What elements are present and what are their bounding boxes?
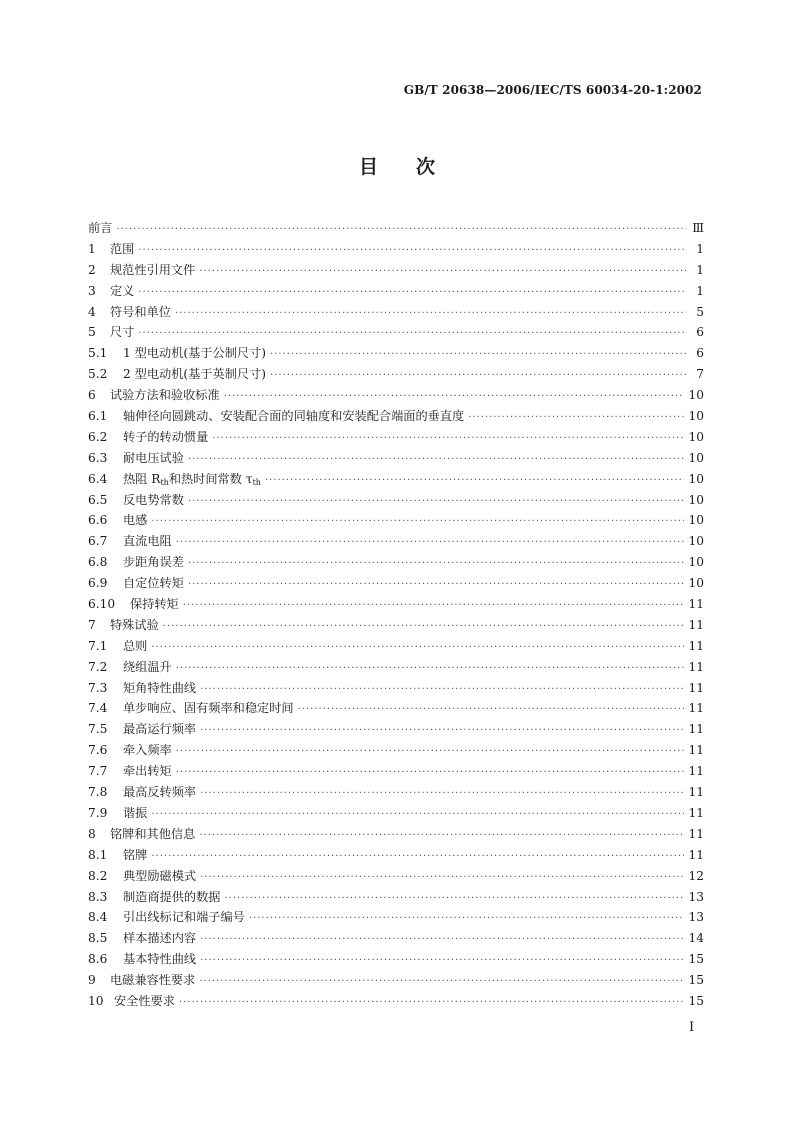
toc-entry-number: 8.4 bbox=[88, 910, 108, 925]
toc-entry-page: 10 bbox=[688, 409, 704, 424]
toc-entry-number: 7.1 bbox=[88, 638, 108, 653]
toc-entry-title: 特殊试验 bbox=[110, 617, 159, 632]
toc-entry-title: 前言 bbox=[88, 221, 113, 235]
toc-entry-page: 6 bbox=[696, 325, 704, 340]
toc-entry-page: 1 bbox=[696, 241, 704, 256]
toc-entry[interactable] bbox=[88, 907, 704, 928]
dot-leader bbox=[151, 638, 684, 659]
toc-entry-number: 8.1 bbox=[88, 847, 108, 862]
toc-entry[interactable] bbox=[88, 782, 704, 803]
toc-entry-page: 11 bbox=[688, 847, 704, 862]
toc-entry-page: 11 bbox=[688, 805, 704, 820]
toc-entry[interactable] bbox=[88, 364, 704, 385]
toc-entry-page: 10 bbox=[688, 388, 704, 403]
toc-entry-title: 电感 bbox=[123, 513, 148, 528]
toc-entry[interactable] bbox=[88, 824, 704, 845]
dot-leader bbox=[224, 387, 685, 408]
toc-entry-number: 6.6 bbox=[88, 513, 108, 528]
toc-entry-number: 7.7 bbox=[88, 764, 108, 779]
toc-entry-number: 6.4 bbox=[88, 471, 108, 486]
toc-entry-number: 6.7 bbox=[88, 534, 108, 549]
toc-entry-number: 7.4 bbox=[88, 701, 108, 716]
toc-entry-number: 5.1 bbox=[88, 346, 108, 361]
toc-entry-title: 绕组温升 bbox=[123, 659, 172, 674]
toc-entry-number: 9 bbox=[88, 973, 96, 988]
toc-entry-page: 11 bbox=[688, 617, 704, 632]
toc-entry-page: 6 bbox=[696, 346, 704, 361]
toc-entry-page: 10 bbox=[688, 429, 704, 444]
toc-entry-title: 2 型电动机(基于英制尺寸) bbox=[123, 367, 267, 382]
dot-leader bbox=[138, 241, 686, 262]
toc-entry-title: 制造商提供的数据 bbox=[123, 889, 221, 904]
toc-entry-title: 转子的转动惯量 bbox=[123, 429, 209, 444]
toc-entry-page: 11 bbox=[688, 722, 704, 737]
dot-leader bbox=[200, 951, 684, 972]
toc-entry-title: 谐振 bbox=[123, 805, 148, 820]
toc-entry-title: 最高反转频率 bbox=[123, 785, 197, 800]
toc-entry[interactable] bbox=[88, 991, 704, 1012]
toc-entry-number: 6.1 bbox=[88, 409, 108, 424]
dot-leader bbox=[199, 826, 684, 847]
toc-entry-title: 铭牌 bbox=[123, 847, 148, 862]
dot-leader bbox=[200, 784, 684, 805]
toc-entry-title-part: 和热时间常数 τ bbox=[168, 471, 253, 486]
toc-entry-title: 典型励磁模式 bbox=[123, 868, 197, 883]
toc-entry-title-part: 热阻 R bbox=[123, 471, 161, 486]
dot-leader bbox=[138, 324, 686, 345]
dot-leader bbox=[199, 972, 684, 993]
toc-entry-page: 14 bbox=[688, 931, 704, 946]
toc-entry[interactable] bbox=[88, 490, 704, 511]
dot-leader bbox=[225, 889, 685, 910]
toc-entry-title: 电磁兼容性要求 bbox=[110, 973, 196, 988]
toc-entry-title: 最高运行频率 bbox=[123, 722, 197, 737]
toc-entry[interactable] bbox=[88, 657, 704, 678]
dot-leader bbox=[200, 868, 684, 889]
dot-leader bbox=[179, 993, 685, 1014]
toc-entry-number: 6.5 bbox=[88, 492, 108, 507]
toc-entry-page: 11 bbox=[688, 785, 704, 800]
dot-leader bbox=[151, 805, 684, 826]
toc-entry-title: 引出线标记和端子编号 bbox=[123, 910, 245, 925]
toc-entry[interactable] bbox=[88, 678, 704, 699]
toc-entry-title: 范围 bbox=[110, 241, 135, 256]
toc-entry[interactable] bbox=[88, 949, 704, 970]
toc-entry-title: 牵入频率 bbox=[123, 743, 172, 758]
toc-entry-number: 6.2 bbox=[88, 429, 108, 444]
toc-entry-title: 矩角特性曲线 bbox=[123, 680, 197, 695]
dot-leader bbox=[199, 262, 686, 283]
toc-entry[interactable] bbox=[88, 239, 704, 260]
toc-entry-number: 8 bbox=[88, 826, 96, 841]
toc-entry-number: 7.8 bbox=[88, 785, 108, 800]
toc-entry[interactable] bbox=[88, 322, 704, 343]
subscript: th bbox=[160, 477, 169, 487]
dot-leader bbox=[200, 680, 684, 701]
toc-entry[interactable] bbox=[88, 719, 704, 740]
dot-leader bbox=[468, 408, 684, 429]
toc-entry-title: 保持转矩 bbox=[130, 597, 179, 612]
subscript: th bbox=[252, 477, 261, 487]
page-title: 目次 bbox=[358, 156, 473, 178]
dot-leader bbox=[200, 721, 684, 742]
toc-entry[interactable] bbox=[88, 218, 704, 239]
toc-entry-number: 7.5 bbox=[88, 722, 108, 737]
toc-entry-number: 8.3 bbox=[88, 889, 108, 904]
dot-leader bbox=[116, 220, 686, 241]
toc-entry-page: 11 bbox=[688, 764, 704, 779]
toc-entry-number: 6.8 bbox=[88, 555, 108, 570]
toc-entry-number: 1 bbox=[88, 241, 96, 256]
toc-entry-title: 轴伸径向圆跳动、安装配合面的同轴度和安装配合端面的垂直度 bbox=[123, 409, 465, 424]
toc-entry-title: 直流电阻 bbox=[123, 534, 172, 549]
toc-entry[interactable] bbox=[88, 302, 704, 323]
dot-leader bbox=[270, 366, 686, 387]
toc-entry-number: 6.3 bbox=[88, 450, 108, 465]
toc-entry-page: 10 bbox=[688, 450, 704, 465]
toc-entry-number: 6.9 bbox=[88, 576, 108, 591]
toc-entry-page: 11 bbox=[688, 826, 704, 841]
toc-entry-title: 安全性要求 bbox=[114, 993, 175, 1008]
toc-entry-title: 牵出转矩 bbox=[123, 764, 172, 779]
toc-entry[interactable] bbox=[88, 281, 704, 302]
dot-leader bbox=[188, 450, 685, 471]
dot-leader bbox=[176, 659, 685, 680]
toc-entry-number: 6 bbox=[88, 388, 96, 403]
toc-entry[interactable] bbox=[88, 928, 704, 949]
toc-entry-title: 尺寸 bbox=[110, 325, 135, 340]
toc-entry[interactable] bbox=[88, 970, 704, 991]
toc-entry-page: 1 bbox=[696, 283, 704, 298]
toc-entry[interactable] bbox=[88, 406, 704, 427]
toc-entry-number: 7.6 bbox=[88, 743, 108, 758]
dot-leader bbox=[138, 283, 686, 304]
toc-entry-title: 试验方法和验收标准 bbox=[110, 388, 220, 403]
toc-entry[interactable] bbox=[88, 385, 704, 406]
dot-leader bbox=[151, 847, 684, 868]
dot-leader bbox=[249, 909, 685, 930]
toc-entry-title: 符号和单位 bbox=[110, 304, 171, 319]
toc-entry[interactable] bbox=[88, 531, 704, 552]
toc-entry-page: 11 bbox=[688, 597, 704, 612]
toc-entry[interactable] bbox=[88, 510, 704, 531]
toc-entry-page: 15 bbox=[688, 993, 704, 1008]
toc-entry[interactable] bbox=[88, 636, 704, 657]
toc-entry[interactable] bbox=[88, 845, 704, 866]
toc-entry[interactable] bbox=[88, 594, 704, 615]
toc-entry[interactable] bbox=[88, 615, 704, 636]
toc-entry-page: 10 bbox=[688, 555, 704, 570]
toc-entry-number: 7.2 bbox=[88, 659, 108, 674]
dot-leader bbox=[176, 742, 685, 763]
toc-entry[interactable] bbox=[88, 469, 704, 490]
dot-leader bbox=[188, 575, 685, 596]
dot-leader bbox=[265, 471, 685, 492]
toc-entry-number: 8.5 bbox=[88, 931, 108, 946]
toc-entry-page: 11 bbox=[688, 743, 704, 758]
toc-entry-title: 耐电压试验 bbox=[123, 450, 184, 465]
toc-entry-page: 11 bbox=[688, 659, 704, 674]
dot-leader bbox=[175, 304, 686, 325]
dot-leader bbox=[176, 533, 685, 554]
toc-entry[interactable] bbox=[88, 803, 704, 824]
dot-leader bbox=[298, 700, 685, 721]
toc-entry-page: 10 bbox=[688, 534, 704, 549]
toc-entry-title: 1 型电动机(基于公制尺寸) bbox=[123, 346, 267, 361]
toc-entry-page: 12 bbox=[688, 868, 704, 883]
dot-leader bbox=[270, 345, 686, 366]
toc-entry-page: 5 bbox=[696, 304, 704, 319]
toc-entry[interactable] bbox=[88, 427, 704, 448]
toc-entry[interactable] bbox=[88, 740, 704, 761]
toc-entry-title: 基本特性曲线 bbox=[123, 952, 197, 967]
toc-entry-title: 步距角误差 bbox=[123, 555, 184, 570]
table-of-contents bbox=[88, 218, 704, 1012]
toc-entry[interactable] bbox=[88, 761, 704, 782]
toc-entry-title: 规范性引用文件 bbox=[110, 262, 196, 277]
toc-entry-title: 铭牌和其他信息 bbox=[110, 826, 196, 841]
page-number-footer: I bbox=[689, 1020, 695, 1035]
dot-leader bbox=[200, 930, 684, 951]
toc-entry-number: 5.2 bbox=[88, 367, 108, 382]
toc-entry-page: 11 bbox=[688, 701, 704, 716]
toc-entry-page: 10 bbox=[688, 576, 704, 591]
toc-entry[interactable] bbox=[88, 698, 704, 719]
dot-leader bbox=[183, 596, 685, 617]
toc-entry-number: 7.3 bbox=[88, 680, 108, 695]
toc-entry-number: 3 bbox=[88, 283, 96, 298]
toc-entry-page: 11 bbox=[688, 638, 704, 653]
standard-number-header: GB/T 20638—2006/IEC/TS 60034-20-1:2002 bbox=[403, 83, 702, 97]
toc-entry-number: 8.2 bbox=[88, 868, 108, 883]
dot-leader bbox=[188, 492, 685, 513]
toc-entry-number: 8.6 bbox=[88, 952, 108, 967]
toc-entry-page: 13 bbox=[688, 910, 704, 925]
toc-entry-number: 4 bbox=[88, 304, 96, 319]
toc-entry-number: 6.10 bbox=[88, 597, 116, 612]
toc-entry-title: 样本描述内容 bbox=[123, 931, 197, 946]
toc-entry-page: 10 bbox=[688, 513, 704, 528]
toc-entry[interactable] bbox=[88, 866, 704, 887]
dot-leader bbox=[163, 617, 685, 638]
toc-entry-page: 11 bbox=[688, 680, 704, 695]
toc-entry-title: 定义 bbox=[110, 283, 135, 298]
toc-entry-number: 7 bbox=[88, 617, 96, 632]
toc-entry-number: 2 bbox=[88, 262, 96, 277]
toc-entry[interactable] bbox=[88, 260, 704, 281]
toc-entry-number: 7.9 bbox=[88, 805, 108, 820]
dot-leader bbox=[176, 763, 685, 784]
toc-entry-page: 15 bbox=[688, 973, 704, 988]
toc-entry-page: 7 bbox=[696, 367, 704, 382]
toc-entry-page: 10 bbox=[688, 471, 704, 486]
toc-entry-page: 1 bbox=[696, 262, 704, 277]
toc-entry[interactable] bbox=[88, 552, 704, 573]
toc-entry-page: 10 bbox=[688, 492, 704, 507]
dot-leader bbox=[188, 554, 685, 575]
toc-entry-title: 单步响应、固有频率和稳定时间 bbox=[123, 701, 294, 716]
dot-leader bbox=[151, 512, 684, 533]
toc-entry[interactable] bbox=[88, 887, 704, 908]
toc-entry-page: 15 bbox=[688, 952, 704, 967]
toc-entry-title: 总则 bbox=[123, 638, 148, 653]
toc-entry-number: 5 bbox=[88, 325, 96, 340]
toc-entry-page: 13 bbox=[688, 889, 704, 904]
toc-entry[interactable] bbox=[88, 573, 704, 594]
toc-entry[interactable] bbox=[88, 448, 704, 469]
toc-entry-page: Ⅲ bbox=[692, 221, 704, 235]
toc-entry-title: 反电势常数 bbox=[123, 492, 184, 507]
toc-entry[interactable] bbox=[88, 343, 704, 364]
toc-entry-title: 自定位转矩 bbox=[123, 576, 184, 591]
dot-leader bbox=[212, 429, 684, 450]
toc-entry-number: 10 bbox=[88, 993, 104, 1008]
